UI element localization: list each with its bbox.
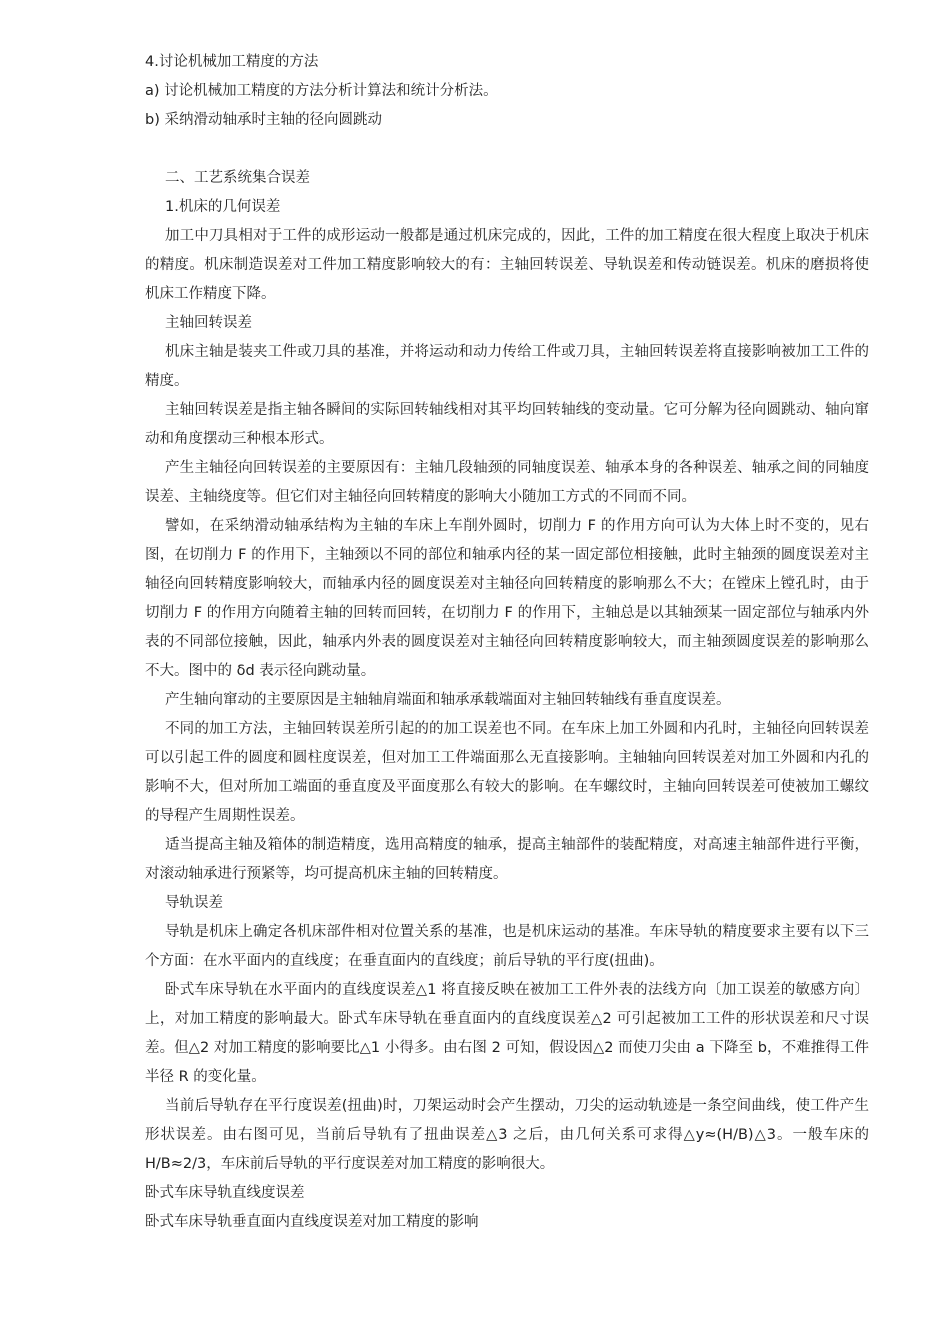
blank-line xyxy=(145,135,869,164)
body-paragraph: 卧式车床导轨在水平面内的直线度误差△1 将直接反映在被加工工件外表的法线方向〔加工误差的敏感方向〕上，对加工精度的影响最大。卧式车床导轨在垂直面内的直线度误差△2 可引起被加工工件的形状误差和尺寸误差。但△2 对加工精度的影响要比△1 小得多。由右图 2 可知，假设因△2 而使刀尖由 a 下降至 b，不难推得工件半径 R 的变化量。 xyxy=(145,982,869,1085)
body-paragraph: 导轨是机床上确定各机床部件相对位置关系的基准，也是机床运动的基准。车床导轨的精度要求主要有以下三个方面：在水平面内的直线度；在垂直面内的直线度；前后导轨的平行度(扭曲)。 xyxy=(145,924,869,969)
body-paragraph: 产生轴向窜动的主要原因是主轴轴肩端面和轴承承载端面对主轴回转轴线有垂直度误差。 xyxy=(165,692,731,708)
section-heading-methods: 4.讨论机械加工精度的方法 xyxy=(145,54,319,70)
list-item-a: a) 讨论机械加工精度的方法分析计算法和统计分析法。 xyxy=(145,83,498,99)
caption-line: 卧式车床导轨直线度误差 xyxy=(145,1185,305,1201)
body-paragraph: 加工中刀具相对于工件的成形运动一般都是通过机床完成的，因此，工件的加工精度在很大程度上取决于机床的精度。机床制造误差对工件加工精度影响较大的有：主轴回转误差、导轨误差和传动链误差。机床的磨损将使机床工作精度下降。 xyxy=(145,228,869,302)
caption-line: 卧式车床导轨垂直面内直线度误差对加工精度的影响 xyxy=(145,1214,479,1230)
body-paragraph: 主轴回转误差是指主轴各瞬间的实际回转轴线相对其平均回转轴线的变动量。它可分解为径向圆跳动、轴向窜动和角度摆动三种根本形式。 xyxy=(145,402,869,447)
body-paragraph: 不同的加工方法，主轴回转误差所引起的的加工误差也不同。在车床上加工外圆和内孔时，主轴径向回转误差可以引起工件的圆度和圆柱度误差，但对加工工件端面那么无直接影响。主轴轴向回转误差对加工外圆和内孔的影响不大，但对所加工端面的垂直度及平面度那么有较大的影响。在车螺纹时，主轴向回转误差可使被加工螺纹的导程产生周期性误差。 xyxy=(145,721,869,824)
list-item-b: b) 采纳滑动轴承时主轴的径向圆跳动 xyxy=(145,112,382,128)
subheading-spindle-error: 主轴回转误差 xyxy=(165,315,252,331)
document-page xyxy=(145,48,869,1237)
body-paragraph: 当前后导轨存在平行度误差(扭曲)时，刀架运动时会产生摆动，刀尖的运动轨迹是一条空间曲线，使工件产生形状误差。由右图可见，当前后导轨有了扭曲误差△3 之后，由几何关系可求得△y≈(H/B)△3。一般车床的 H/B≈2/3，车床前后导轨的平行度误差对加工精度的影响很大。 xyxy=(145,1098,869,1172)
subheading-guideway-error: 导轨误差 xyxy=(165,895,223,911)
body-paragraph: 譬如，在采纳滑动轴承结构为主轴的车床上车削外圆时，切削力 F 的作用方向可认为大体上时不变的，见右图，在切削力 F 的作用下，主轴颈以不同的部位和轴承内径的某一固定部位相接触，此时主轴颈的圆度误差对主轴径向回转精度影响较大，而轴承内径的圆度误差对主轴径向回转精度的影响那么不大；在镗床上镗孔时，由于切削力 F 的作用方向随着主轴的回转而回转，在切削力 F 的作用下，主轴总是以其轴颈某一固定部位与轴承内外表的不同部位接触，因此，轴承内外表的圆度误差对主轴径向回转精度影响较大，而主轴颈圆度误差的影响那么不大。图中的 δd 表示径向跳动量。 xyxy=(145,518,869,679)
subsection-heading-machine-geometry: 1.机床的几何误差 xyxy=(165,199,281,215)
body-paragraph: 适当提高主轴及箱体的制造精度，选用高精度的轴承，提高主轴部件的装配精度，对高速主轴部件进行平衡，对滚动轴承进行预紧等，均可提高机床主轴的回转精度。 xyxy=(145,837,869,882)
body-paragraph: 产生主轴径向回转误差的主要原因有：主轴几段轴颈的同轴度误差、轴承本身的各种误差、轴承之间的同轴度误差、主轴绕度等。但它们对主轴径向回转精度的影响大小随加工方式的不同而不同。 xyxy=(145,460,869,505)
section-heading-process-error: 二、工艺系统集合误差 xyxy=(165,170,310,186)
body-paragraph: 机床主轴是装夹工件或刀具的基准，并将运动和动力传给工件或刀具，主轴回转误差将直接影响被加工工件的精度。 xyxy=(145,344,869,389)
